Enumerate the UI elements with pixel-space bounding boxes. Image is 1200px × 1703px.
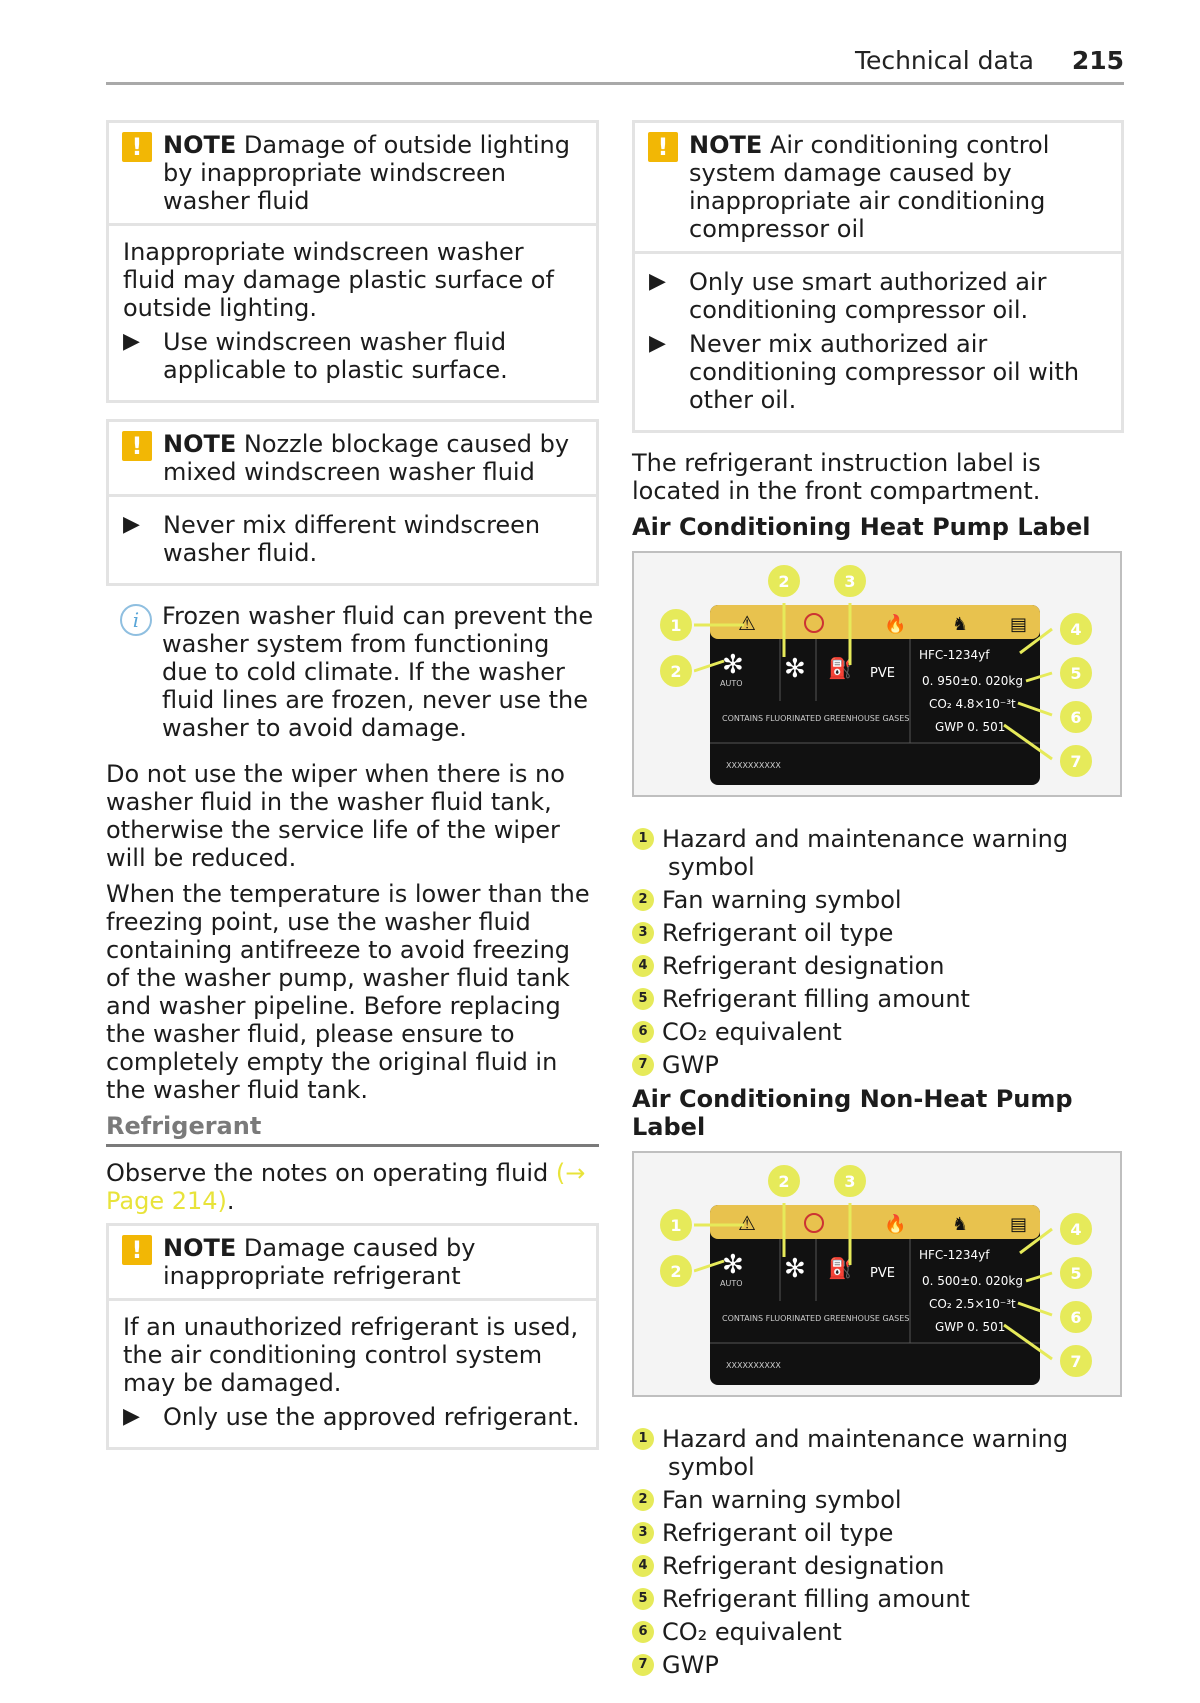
legend-text: Hazard and maintenance warning [662,825,1069,853]
legend-text: Fan warning symbol [662,1486,902,1514]
heat-pump-legend [632,825,1124,1079]
note-box-refrigerant [106,1223,599,1450]
legend-text: CO₂ equivalent [662,1018,842,1046]
note-header [635,123,1121,254]
page-number: 215 [1071,46,1124,75]
info-text: Frozen washer fluid can prevent the washer system from functioning due to cold climate. If the washer fluid lines are frozen, never use the washer to avoid damage. [162,602,594,742]
legend-number: 3 [632,922,654,944]
legend-text-continued: symbol [668,1453,755,1481]
label-illustration [634,553,1120,795]
note-header [109,1226,596,1301]
callout-2-text: 2 [670,1262,682,1281]
heat-pump-heading: Air Conditioning Heat Pump Label [632,513,1091,541]
serial-text: XXXXXXXXXX [726,761,781,770]
legend-number: 1 [632,828,654,850]
legend-number: 2 [632,889,654,911]
manual-icon: ▤ [1010,614,1028,635]
warning-icon: ! [122,431,152,461]
note-label: NOTE [163,1234,237,1262]
paragraph-wiper: Do not use the wiper when there is no washer fluid in the washer fluid tank, otherwise the service life of the wiper will be reduced. [106,760,565,872]
service-icon: ♞ [952,1214,969,1235]
note-text: Inappropriate windscreen washer fluid may damage plastic surface of outside lighting. [123,238,554,322]
arrow-icon: ▶ [123,329,140,354]
note-label: NOTE [689,131,763,159]
service-icon: ♞ [952,614,969,635]
legend-item [632,886,1124,914]
oil-can-icon: ⛽ [828,656,853,680]
co2-text: CO₂ 2.5×10⁻³t [929,1297,1016,1311]
note-bullet [123,1403,582,1431]
legend-text: CO₂ equivalent [662,1618,842,1646]
info-icon: i [120,604,152,636]
legend-text-continued: symbol [668,853,755,881]
legend-text: Refrigerant oil type [662,919,894,947]
heat-pump-label-figure [632,551,1122,797]
note-body [109,226,596,400]
note-bullet [649,268,1107,324]
manual-icon: ▤ [1010,1214,1028,1235]
note-body [635,254,1121,430]
contains-text: CONTAINS FLUORINATED GREENHOUSE GASES [722,1314,910,1323]
left-column [106,120,599,1466]
observe-end: . [226,1187,235,1215]
arrow-icon: ▶ [123,512,140,537]
refrigerant-heading: Refrigerant [106,1112,599,1147]
callout-2b-text: 2 [778,1172,790,1191]
refrigerant-text: HFC-1234yf [919,1248,990,1262]
note-body [109,1301,596,1447]
bullet-text: Only use the approved refrigerant. [163,1403,580,1431]
callout-7-text: 7 [1070,752,1082,771]
callout-3-text: 3 [844,572,856,591]
legend-text: Refrigerant filling amount [662,985,970,1013]
page-link[interactable]: (→ Page 214) [106,1159,586,1215]
callout-1-text: 1 [670,1216,682,1235]
note-header [109,123,596,226]
note-title: Air conditioning control system damage caused by inappropriate air conditioning compressor oil [689,131,1050,243]
legend-text: Refrigerant designation [662,952,945,980]
paragraph-freezing: When the temperature is lower than the freezing point, use the washer fluid containing antifreeze to avoid freezing of the washer pump, washer fluid tank and washer pipeline. Before replacing the washer fluid, please ensure to completely empty the original fluid in the washer fluid tank. [106,880,590,1104]
fan-warning-icon: ✻ [784,1254,806,1284]
legend-text: Refrigerant oil type [662,1519,894,1547]
note-box-nozzle [106,419,599,586]
label-icon-strip [710,1205,1040,1239]
legend-item [632,1051,1124,1079]
right-column [632,120,1124,1684]
legend-number: 3 [632,1522,654,1544]
note-box-compressor-oil [632,120,1124,433]
bullet-text: Never mix authorized air conditioning compressor oil with other oil. [689,330,1080,414]
callout-5-text: 5 [1070,1264,1082,1283]
legend-item [632,1618,1124,1646]
legend-number: 6 [632,1021,654,1043]
serial-text: XXXXXXXXXX [726,1361,781,1370]
info-note [106,602,599,742]
observe-paragraph [106,1159,599,1215]
arrow-icon: ▶ [649,269,666,294]
label-icon-strip [710,605,1040,639]
pve-text: PVE [870,666,895,681]
note-bullet [123,511,582,567]
legend-text: Refrigerant filling amount [662,1585,970,1613]
note-title: Damage of outside lighting by inappropriate windscreen washer fluid [163,131,570,215]
legend-number: 5 [632,1588,654,1610]
flame-icon: 🔥 [884,1214,907,1235]
note-body [109,497,596,583]
intro-paragraph: The refrigerant instruction label is located in the front compartment. [632,449,1041,505]
auto-text: AUTO [720,679,743,688]
legend-number: 7 [632,1054,654,1076]
note-bullet [649,330,1107,414]
legend-item [632,1552,1124,1580]
contains-text: CONTAINS FLUORINATED GREENHOUSE GASES [722,714,910,723]
observe-text: Observe the notes on operating fluid [106,1159,549,1187]
arrow-icon: ▶ [123,1404,140,1429]
fan-icon: ✻ [722,1250,744,1280]
callout-1-text: 1 [670,616,682,635]
page-header [106,42,1124,85]
pve-text: PVE [870,1266,895,1281]
note-box-lighting [106,120,599,403]
note-label: NOTE [163,430,237,458]
bullet-text: Use windscreen washer fluid applicable to plastic surface. [163,328,508,384]
label-illustration [634,1153,1120,1395]
amount-text: 0. 950±0. 020kg [922,674,1023,688]
hazard-icon: ⚠ [738,1211,756,1235]
non-heat-pump-label-figure [632,1151,1122,1397]
legend-text: GWP [662,1051,719,1079]
amount-text: 0. 500±0. 020kg [922,1274,1023,1288]
fan-warning-icon: ✻ [784,654,806,684]
callout-2-text: 2 [670,662,682,681]
callout-7-text: 7 [1070,1352,1082,1371]
refrigerant-text: HFC-1234yf [919,648,990,662]
non-heat-pump-heading: Air Conditioning Non-Heat Pump Label [632,1085,1073,1141]
legend-number: 2 [632,1489,654,1511]
bullet-text: Only use smart authorized air conditioning compressor oil. [689,268,1047,324]
gwp-text: GWP 0. 501 [935,720,1006,734]
legend-item [632,1651,1124,1679]
note-label: NOTE [163,131,237,159]
flame-icon: 🔥 [884,614,907,635]
warning-icon: ! [648,132,678,162]
callout-6-text: 6 [1070,1308,1082,1327]
legend-item [632,919,1124,947]
legend-item [632,985,1124,1013]
non-heat-pump-legend [632,1425,1124,1679]
bullet-text: Never mix different windscreen washer fluid. [163,511,541,567]
callout-6-text: 6 [1070,708,1082,727]
legend-number: 5 [632,988,654,1010]
legend-item [632,1519,1124,1547]
note-text: If an unauthorized refrigerant is used, the air conditioning control system may be damaged. [123,1313,579,1397]
legend-text: Refrigerant designation [662,1552,945,1580]
callout-4-text: 4 [1070,620,1082,639]
section-title: Technical data [854,46,1034,75]
hazard-icon: ⚠ [738,611,756,635]
legend-item [632,1486,1124,1514]
legend-number: 4 [632,955,654,977]
callout-5-text: 5 [1070,664,1082,683]
callout-3-text: 3 [844,1172,856,1191]
warning-icon: ! [122,1235,152,1265]
note-title: Damage caused by inappropriate refrigerant [163,1234,476,1290]
oil-can-icon: ⛽ [828,1256,853,1280]
note-header [109,422,596,497]
legend-number: 6 [632,1621,654,1643]
legend-item [632,1425,1124,1481]
callout-2b-text: 2 [778,572,790,591]
legend-item [632,1018,1124,1046]
fan-icon: ✻ [722,650,744,680]
legend-text: GWP [662,1651,719,1679]
legend-text: Fan warning symbol [662,886,902,914]
gwp-text: GWP 0. 501 [935,1320,1006,1334]
legend-item [632,952,1124,980]
arrow-icon: ▶ [649,331,666,356]
auto-text: AUTO [720,1279,743,1288]
legend-item [632,1585,1124,1613]
legend-number: 4 [632,1555,654,1577]
co2-text: CO₂ 4.8×10⁻³t [929,697,1016,711]
callout-4-text: 4 [1070,1220,1082,1239]
note-bullet [123,328,582,384]
note-title: Nozzle blockage caused by mixed windscreen washer fluid [163,430,570,486]
warning-icon: ! [122,132,152,162]
legend-number: 7 [632,1654,654,1676]
legend-text: Hazard and maintenance warning [662,1425,1069,1453]
legend-number: 1 [632,1428,654,1450]
legend-item [632,825,1124,881]
